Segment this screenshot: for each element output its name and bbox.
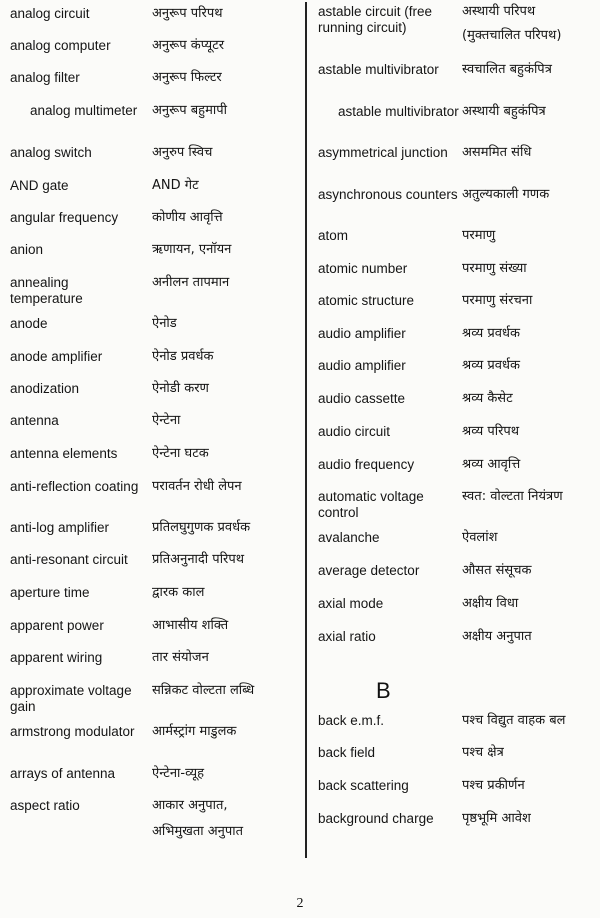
hindi-term: कोणीय आवृत्ति <box>152 210 223 225</box>
hindi-term: स्वचालित बहुकंपित्र <box>462 62 552 77</box>
english-term: axial ratio <box>318 629 376 644</box>
hindi-term: ऐवलांश <box>462 530 498 545</box>
hindi-term: पृष्ठभूमि आवेश <box>462 811 531 826</box>
english-term: audio amplifier <box>318 326 406 341</box>
english-term: back field <box>318 745 376 760</box>
hindi-term: तार संयोजन <box>152 650 209 665</box>
hindi-term: अनुरुप स्विच <box>152 145 213 160</box>
hindi-term: ऐन्टेना <box>152 413 181 428</box>
hindi-term: ऐन्टेना घटक <box>152 446 209 461</box>
english-term: automatic voltage control <box>318 489 424 520</box>
hindi-term: अतुल्यकाली गणक <box>462 187 550 202</box>
hindi-term: श्रव्य कैसेट <box>462 391 513 406</box>
english-term: analog computer <box>10 38 111 53</box>
section-letter-heading: B <box>376 678 391 703</box>
english-term: asymmetrical junction <box>318 145 448 160</box>
hindi-term: ऐन्टेना-व्यूह <box>152 766 204 781</box>
english-term: audio circuit <box>318 424 391 439</box>
english-term: analog circuit <box>10 6 90 21</box>
english-term: analog multimeter <box>30 103 138 118</box>
hindi-term: पश्च क्षेत्र <box>462 745 504 760</box>
hindi-term: अक्षीय अनुपात <box>462 629 532 644</box>
hindi-term: श्रव्य प्रवर्धक <box>462 358 520 373</box>
english-term: armstrong modulator <box>10 724 135 739</box>
hindi-term: पश्च विद्युत वाहक बल <box>462 713 566 728</box>
hindi-term: आर्मस्ट्रांग माडुलक <box>152 724 237 739</box>
english-term: atomic number <box>318 261 408 276</box>
english-term: angular frequency <box>10 210 119 225</box>
hindi-term: पश्च प्रकीर्णन <box>462 778 525 793</box>
english-term: anti-resonant circuit <box>10 552 128 567</box>
hindi-term: परमाणु <box>462 228 496 243</box>
hindi-term: परावर्तन रोधी लेपन <box>152 479 242 494</box>
hindi-term: ऐनोड प्रवर्धक <box>152 349 214 364</box>
english-term: aspect ratio <box>10 798 80 813</box>
english-term: arrays of antenna <box>10 766 116 781</box>
english-term: analog filter <box>10 70 80 85</box>
hindi-term: प्रतिलघुगुणक प्रवर्धक <box>152 520 251 535</box>
hindi-term: श्रव्य आवृत्ति <box>462 457 521 472</box>
hindi-term: श्रव्य परिपथ <box>462 424 520 439</box>
english-term: approximate voltage gain <box>10 683 132 714</box>
hindi-term: द्वारक काल <box>152 585 205 600</box>
hindi-term: अक्षीय विधा <box>462 596 519 611</box>
hindi-term: अनुरूप फिल्टर <box>152 70 222 85</box>
english-term: asynchronous counters <box>318 187 458 202</box>
hindi-term: औसत संसूचक <box>462 563 532 578</box>
hindi-term: सन्निकट वोल्टता लब्धि <box>152 683 255 698</box>
english-term: avalanche <box>318 530 380 545</box>
hindi-term: परमाणु संख्या <box>462 261 527 276</box>
english-term: astable multivibrator <box>318 62 439 77</box>
english-term: anodization <box>10 381 80 396</box>
english-term: astable multivibrator <box>338 104 459 119</box>
hindi-term: ऋणायन, एनॉयन <box>152 242 232 257</box>
hindi-term: आकार अनुपात, <box>152 798 228 813</box>
english-term: AND gate <box>10 178 69 193</box>
english-term: aperture time <box>10 585 90 600</box>
hindi-term: अनुरूप बहुमापी <box>152 103 227 118</box>
hindi-term-continued: (मुक्तचालित परिपथ) <box>462 28 562 43</box>
hindi-term: ऐनोडी करण <box>152 381 209 396</box>
page-number: 2 <box>296 896 304 911</box>
english-term: anti-log amplifier <box>10 520 110 535</box>
hindi-term: अनुरूप कंप्यूटर <box>152 38 225 53</box>
hindi-term: AND गेट <box>152 178 199 193</box>
english-term: anode <box>10 316 48 331</box>
english-term: atom <box>318 228 349 243</box>
english-term: anode amplifier <box>10 349 103 364</box>
english-term: antenna elements <box>10 446 118 461</box>
english-term: apparent wiring <box>10 650 103 665</box>
hindi-term: असममित संधि <box>462 145 532 160</box>
english-term: audio cassette <box>318 391 406 406</box>
english-term: anti-reflection coating <box>10 479 139 494</box>
hindi-term: ऐनोड <box>152 316 177 331</box>
hindi-term: स्वत: वोल्टता नियंत्रण <box>462 489 563 504</box>
hindi-term: अनुरूप परिपथ <box>152 6 223 21</box>
english-term: atomic structure <box>318 293 415 308</box>
english-term: axial mode <box>318 596 384 611</box>
hindi-term: आभासीय शक्ति <box>152 618 229 633</box>
english-term: astable circuit (free running circuit) <box>318 4 433 35</box>
hindi-term: परमाणु संरचना <box>462 293 533 308</box>
english-term: anion <box>10 242 44 257</box>
english-term: audio amplifier <box>318 358 406 373</box>
english-term: analog switch <box>10 145 92 160</box>
english-term: background charge <box>318 811 434 826</box>
english-term: back scattering <box>318 778 409 793</box>
hindi-term: श्रव्य प्रवर्धक <box>462 326 520 341</box>
hindi-term: अनीलन तापमान <box>152 275 230 290</box>
column-divider <box>305 2 307 858</box>
hindi-term: अस्थायी परिपथ <box>462 4 536 19</box>
hindi-term: अस्थायी बहुकंपित्र <box>462 104 546 119</box>
hindi-term: प्रतिअनुनादी परिपथ <box>152 552 245 567</box>
english-term: antenna <box>10 413 59 428</box>
english-term: audio frequency <box>318 457 415 472</box>
english-term: annealing temperature <box>10 275 83 306</box>
english-term: back e.m.f. <box>318 713 385 728</box>
english-term: average detector <box>318 563 420 578</box>
hindi-term-continued: अभिमुखता अनुपात <box>152 824 244 839</box>
english-term: apparent power <box>10 618 104 633</box>
